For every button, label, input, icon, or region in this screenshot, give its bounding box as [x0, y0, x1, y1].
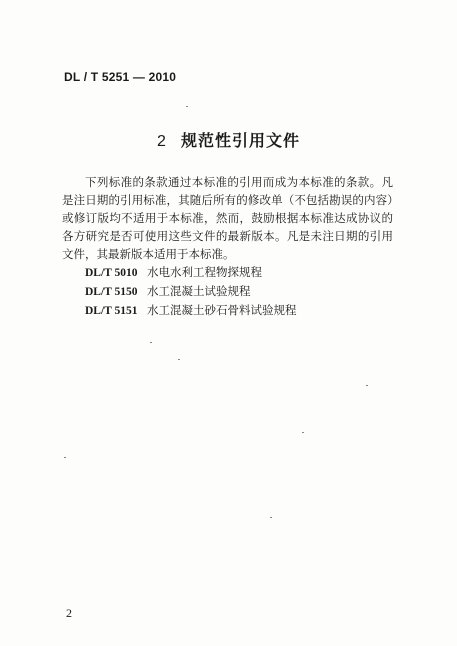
reference-title: 水工混凝土砂石骨料试验规程	[147, 303, 297, 317]
page-number: 2	[66, 606, 72, 620]
reference-title: 水工混凝土试验规程	[147, 284, 251, 298]
reference-code: DL/T 5010	[85, 267, 138, 279]
reference-item	[85, 301, 297, 320]
reference-item	[85, 282, 297, 301]
reference-list	[85, 263, 297, 320]
section-title: 规范性引用文件	[180, 131, 300, 150]
section-heading	[0, 128, 457, 151]
reference-code: DL/T 5150	[85, 286, 138, 298]
scan-speck	[150, 342, 152, 343]
reference-item	[85, 263, 297, 282]
scan-speck	[270, 517, 272, 518]
scan-speck	[366, 385, 368, 386]
reference-code: DL/T 5151	[85, 305, 138, 317]
reference-title: 水电水利工程物探规程	[147, 265, 262, 279]
scan-speck	[302, 432, 304, 433]
body-paragraph: 下列标准的条款通过本标准的引用而成为本标准的条款。凡是注日期的引用标准，其随后所有的修改单（不包括勘误的内容）或修订版均不适用于本标准，然而，鼓励根据本标准达成协议的各方研究是否可使用这些文件的最新版本。凡是未注日期的引用文件，其最新版本适用于本标准。	[62, 175, 393, 261]
scan-speck	[186, 106, 188, 107]
standard-code: DL / T 5251 — 2010	[64, 70, 177, 84]
scan-speck	[64, 457, 66, 458]
scan-speck	[178, 359, 180, 360]
section-number: 2	[157, 133, 167, 150]
